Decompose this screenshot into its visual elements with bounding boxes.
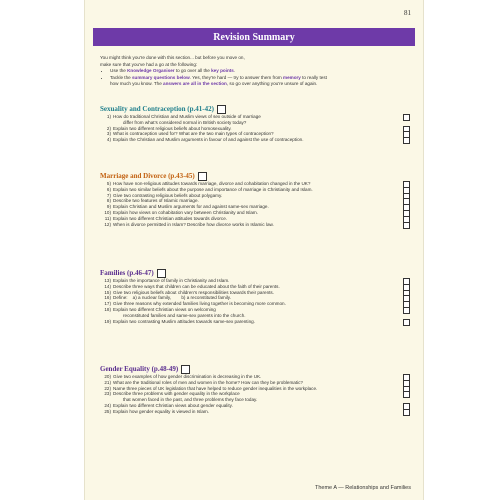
question-text: Describe three problems with gender equality in the workplace bbox=[113, 391, 240, 397]
question-number: 4) bbox=[106, 137, 111, 143]
bullet-text: how much you know. The bbox=[110, 81, 164, 86]
intro-line-1: You might think you're done with this section... but before you move on, bbox=[100, 55, 245, 60]
section-title bbox=[100, 104, 412, 114]
section-families bbox=[100, 268, 412, 324]
section-sexuality-contraception bbox=[100, 104, 412, 143]
question-text: Give two examples of how gender discrimination is decreasing in the UK. bbox=[113, 374, 262, 379]
book-page bbox=[84, 0, 424, 500]
section-title-text: Marriage and Divorce (p.43-45) bbox=[100, 172, 195, 180]
question-text: How have non-religious attitudes towards marriage, divorce and cohabitation changed in the UK? bbox=[113, 181, 311, 186]
question-number: 15) bbox=[104, 289, 111, 295]
question-number: 1) bbox=[106, 114, 111, 119]
question-text: Describe two features of Islamic marriage. bbox=[113, 198, 199, 204]
question-number: 2) bbox=[106, 125, 111, 131]
question-number: 12) bbox=[104, 221, 111, 227]
question-number: 21) bbox=[104, 379, 111, 385]
question-number: 5) bbox=[106, 181, 111, 186]
question-text: Explain how views on cohabitation vary between Christianity and Islam. bbox=[113, 209, 259, 215]
question-text: Describe three ways that children can be educated about the faith of their parents. bbox=[113, 283, 280, 289]
question-text: Explain two similar beliefs about the purpose and importance of marriage in Christianity and Islam. bbox=[113, 186, 313, 192]
question-text: Explain two different Christian views on welcoming bbox=[113, 306, 216, 312]
question-number: 14) bbox=[104, 283, 111, 289]
question-number: 20) bbox=[104, 374, 111, 379]
question-number: 9) bbox=[106, 204, 111, 210]
question-checkbox[interactable] bbox=[403, 319, 410, 326]
intro-text bbox=[100, 55, 412, 88]
page-title-banner bbox=[93, 28, 415, 46]
bullet-text: . bbox=[233, 68, 236, 73]
page-number: 81 bbox=[404, 9, 411, 17]
question-item bbox=[100, 137, 412, 143]
question-item bbox=[100, 391, 412, 403]
question-number: 16) bbox=[104, 295, 111, 301]
bullet-text: to really test bbox=[300, 74, 327, 80]
section-marriage-divorce bbox=[100, 171, 412, 227]
question-item bbox=[100, 222, 412, 228]
section-checkbox[interactable] bbox=[217, 105, 226, 114]
question-text: Explain two different Christian attitudes towards divorce. bbox=[113, 215, 228, 221]
question-number: 11) bbox=[104, 215, 111, 221]
question-number: 7) bbox=[106, 192, 111, 198]
question-text: Name three pieces of UK legislation that have helped to reduce gender inequalities in the workplace. bbox=[113, 385, 318, 391]
section-title-text: Gender Equality (p.48-49) bbox=[100, 365, 179, 373]
question-number: 23) bbox=[104, 391, 111, 397]
section-title bbox=[100, 171, 412, 181]
section-title bbox=[100, 364, 412, 374]
question-checkbox[interactable] bbox=[403, 391, 410, 398]
intro-bullet-2 bbox=[110, 75, 412, 88]
question-text: Explain two different Christian views about gender equality. bbox=[113, 402, 233, 408]
page-title: Revision Summary bbox=[213, 31, 295, 43]
question-item bbox=[100, 319, 412, 325]
bullet-highlight: answers are all in the section bbox=[163, 81, 227, 86]
question-number: 22) bbox=[104, 385, 111, 391]
bullet-highlight: memory bbox=[282, 74, 301, 80]
question-text: Give two religious beliefs about children's responsibilities towards their parents. bbox=[113, 289, 274, 295]
section-title-text: Sexuality and Contraception (p.41-42) bbox=[100, 105, 214, 113]
question-number: 8) bbox=[106, 198, 111, 204]
question-checkbox[interactable] bbox=[403, 409, 410, 416]
question-text-continued: reconstituted families and same-sex parents into the church. bbox=[123, 312, 246, 318]
question-checkbox[interactable] bbox=[403, 307, 410, 314]
question-text: Explain two different religious beliefs about homosexuality. bbox=[113, 125, 232, 131]
page-footer: Theme A — Relationships and Families bbox=[315, 485, 411, 491]
question-text: Explain the Christian and Muslim arguments in favour of and against the use of contraception. bbox=[113, 137, 304, 143]
question-number: 13) bbox=[104, 278, 111, 283]
question-text: Explain how gender equality is viewed in Islam. bbox=[113, 408, 210, 414]
question-number: 18) bbox=[104, 306, 111, 312]
question-text: Define: a) a nuclear family, b) a reconstituted family. bbox=[113, 295, 232, 301]
question-number: 3) bbox=[106, 131, 111, 137]
bullet-highlight: Knowledge Organiser bbox=[127, 68, 175, 73]
question-number: 24) bbox=[104, 402, 111, 408]
section-title-text: Families (p.46-47) bbox=[100, 269, 154, 277]
question-number: 17) bbox=[104, 301, 111, 307]
question-text: Explain the importance of family in Christianity and Islam. bbox=[113, 278, 230, 283]
intro-line-2: make sure that you've had a go at the following: bbox=[100, 61, 198, 67]
bullet-highlight: key points bbox=[211, 68, 234, 73]
bullet-text: . Yes, they're hard — try to answer them from bbox=[189, 74, 283, 80]
question-text: Explain two contrasting Muslim attitudes towards same-sex parenting. bbox=[113, 318, 255, 324]
section-checkbox[interactable] bbox=[198, 172, 207, 181]
question-item bbox=[100, 409, 412, 415]
question-number: 10) bbox=[104, 209, 111, 215]
question-text: What is contraception used for? What are the two main types of contraception? bbox=[113, 131, 274, 137]
bullet-text: Tackle the bbox=[110, 74, 132, 80]
section-checkbox[interactable] bbox=[181, 365, 190, 374]
bullet-text: to go over all the bbox=[174, 68, 212, 73]
question-item bbox=[100, 307, 412, 319]
question-number: 25) bbox=[104, 408, 111, 414]
bullet-highlight: summary questions below bbox=[131, 74, 190, 80]
question-text: Explain Christian and Muslim arguments for and against same-sex marriage. bbox=[113, 204, 269, 210]
section-gender-equality bbox=[100, 364, 412, 415]
question-text: How do traditional Christian and Muslim views of sex outside of marriage bbox=[113, 114, 261, 119]
question-text: Give three reasons why extended families living together is becoming more common. bbox=[113, 301, 286, 307]
section-checkbox[interactable] bbox=[157, 269, 166, 278]
question-text-continued: differ from what's considered normal in British society today? bbox=[123, 119, 247, 125]
question-item bbox=[100, 114, 412, 126]
question-checkbox[interactable] bbox=[403, 114, 410, 121]
question-text-continued: that women faced in the past, and three problems they face today. bbox=[123, 397, 258, 403]
bullet-text: Use the bbox=[110, 68, 128, 73]
question-text: What are the traditional roles of men and women in the home? How can they be problematic? bbox=[113, 379, 303, 385]
question-text: When is divorce permitted in Islam? Describe how divorce works in Islamic law. bbox=[113, 221, 274, 227]
question-checkbox[interactable] bbox=[403, 222, 410, 229]
question-text: Give two contrasting religious beliefs about polygamy. bbox=[113, 192, 223, 198]
question-number: 6) bbox=[106, 186, 111, 192]
bullet-text: , so go over anything you're unsure of again. bbox=[226, 81, 318, 86]
question-number: 19) bbox=[104, 318, 111, 324]
section-title bbox=[100, 268, 412, 278]
question-checkbox[interactable] bbox=[403, 137, 410, 144]
